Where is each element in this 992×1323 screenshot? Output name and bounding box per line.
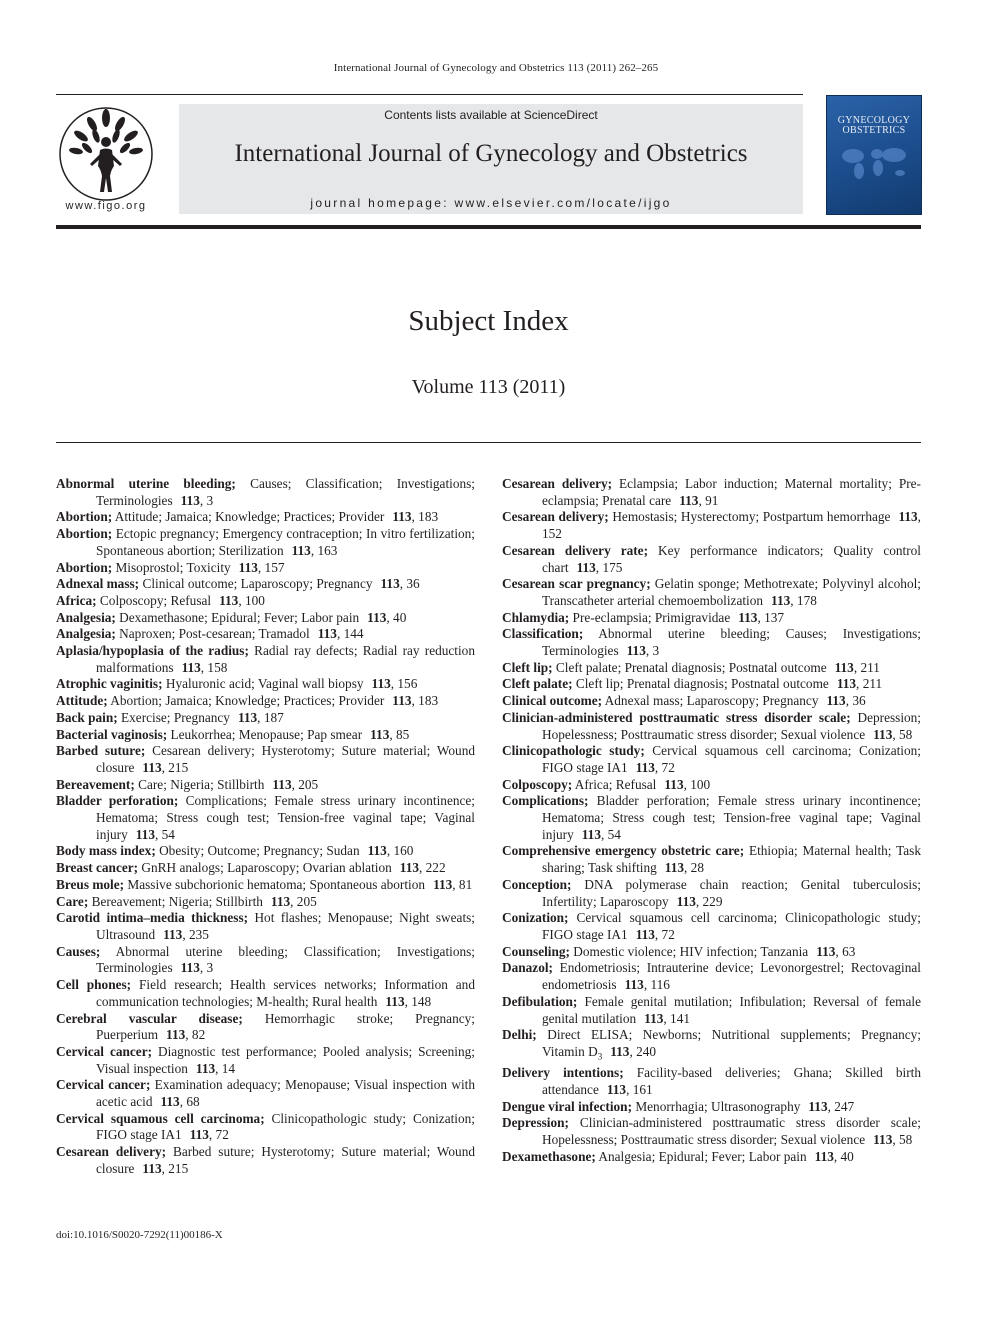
index-keywords: Abnormal uterine bleeding; Classification; Investigations; Terminologies <box>96 943 475 976</box>
index-keywords: Cesarean delivery; Hysterotomy; Suture material; Wound closure <box>96 743 475 775</box>
volume-line: Volume 113 (2011) <box>411 376 566 398</box>
index-page: , 148 <box>404 993 432 1009</box>
index-volume: 113 <box>834 659 854 675</box>
index-entry <box>56 560 475 577</box>
index-term: Comprehensive emergency obstetric care; <box>502 843 745 859</box>
index-keywords: Naproxen; Post-cesarean; Tramadol <box>115 626 310 642</box>
index-volume: 113 <box>399 860 419 876</box>
index-term: Cell phones; <box>56 977 132 993</box>
index-entry <box>502 960 921 993</box>
index-volume: 113 <box>180 960 200 976</box>
index-volume: 113 <box>664 860 685 876</box>
index-volume: 113 <box>898 509 918 525</box>
index-term: Cesarean delivery; <box>56 1144 167 1160</box>
index-page: , 235 <box>182 926 209 942</box>
index-entry <box>56 944 475 977</box>
index-page: , 58 <box>892 726 913 742</box>
index-volume: 113 <box>392 693 412 709</box>
index-keywords: Massive subchorionic hematoma; Spontaneous abortion <box>124 876 426 892</box>
index-term: Cervical cancer; <box>56 1043 153 1059</box>
index-entry <box>56 593 475 610</box>
index-volume: 113 <box>576 559 596 575</box>
index-term: Adnexal mass; <box>56 576 140 592</box>
index-volume: 113 <box>317 626 337 642</box>
index-page: , 144 <box>336 626 364 642</box>
index-column-left <box>56 476 475 1178</box>
index-keywords: Dexamethasone; Epidural; Fever; Labor pain <box>115 609 360 625</box>
index-page: , 215 <box>161 759 189 775</box>
index-entry <box>56 693 475 710</box>
index-page: , 85 <box>389 726 410 742</box>
index-term: Danazol; <box>502 960 553 976</box>
index-term: Clinicopathologic study; <box>502 743 645 759</box>
index-entry <box>56 743 475 776</box>
index-entry <box>502 1149 921 1166</box>
index-page: , 58 <box>892 1132 913 1148</box>
index-term: Cesarean delivery; <box>502 476 613 491</box>
index-term: Colposcopy; <box>502 776 573 792</box>
index-term: Body mass index; <box>56 843 156 859</box>
index-volume: 113 <box>873 726 893 742</box>
index-term: Africa; <box>56 592 97 608</box>
index-entry <box>502 509 921 542</box>
index-keywords: GnRH analogs; Laparoscopy; Ovarian ablation <box>138 860 392 876</box>
index-page: , 156 <box>390 676 418 692</box>
index-page: , 72 <box>208 1127 229 1143</box>
journal-homepage: journal homepage: www.elsevier.com/locate/ijgo <box>310 196 672 210</box>
index-page: , 68 <box>179 1094 200 1110</box>
index-keywords: Diagnostic test performance; Pooled analysis; Screening; Visual inspection <box>96 1043 475 1076</box>
index-subscript: 3 <box>597 1051 603 1062</box>
index-page: , 100 <box>683 776 711 792</box>
index-term: Barbed suture; <box>56 743 146 759</box>
index-volume: 113 <box>181 659 201 675</box>
index-page: , 82 <box>185 1027 206 1043</box>
index-volume: 113 <box>873 1132 893 1148</box>
index-page: , 141 <box>663 1010 690 1026</box>
index-keywords: Adnexal mass; Laparoscopy; Pregnancy <box>602 693 819 709</box>
index-entry <box>502 910 921 943</box>
index-keywords: Direct ELISA; Newborns; Nutritional supplements; Pregnancy; Vitamin D <box>536 1027 921 1059</box>
index-term: Conception; <box>502 876 572 892</box>
index-volume: 113 <box>180 492 200 508</box>
index-term: Delhi; <box>502 1027 537 1043</box>
index-page: , 183 <box>411 693 439 709</box>
index-entry <box>56 877 475 894</box>
index-entry <box>56 643 475 676</box>
figo-url: www.figo.org <box>65 200 147 212</box>
index-term: Care; <box>56 893 89 909</box>
index-volume: 113 <box>679 492 699 508</box>
index-page: , 247 <box>827 1098 855 1114</box>
index-entry <box>502 1099 921 1116</box>
index-page: , 229 <box>695 893 723 909</box>
index-page: , 100 <box>238 592 265 608</box>
index-entry <box>56 777 475 794</box>
index-entry <box>502 676 921 693</box>
index-term: Abortion; <box>56 509 113 525</box>
index-page: , 137 <box>757 609 785 625</box>
index-volume: 113 <box>270 893 291 909</box>
index-keywords: Ectopic pregnancy; Emergency contraception; In vitro fertilization; Spontaneous abortion; Sterilization <box>96 526 475 558</box>
index-page: , 54 <box>600 826 621 842</box>
index-volume: 113 <box>163 926 183 942</box>
index-term: Causes; <box>56 943 101 959</box>
index-entry <box>502 877 921 910</box>
index-term: Back pain; <box>56 709 118 725</box>
index-keywords: Cervical squamous cell carcinoma; Clinicopathologic study; FIGO stage IA1 <box>542 910 921 942</box>
index-entry <box>502 1027 921 1065</box>
index-page: , 54 <box>154 826 175 842</box>
index-page: , 36 <box>399 576 420 592</box>
index-keywords: Care; Nigeria; Stillbirth <box>134 776 265 792</box>
index-entry <box>56 476 475 509</box>
index-entry <box>502 710 921 743</box>
index-volume: 113 <box>606 1081 627 1097</box>
index-keywords: Attitude; Jamaica; Knowledge; Practices; Provider <box>112 509 385 525</box>
index-entry <box>56 1077 475 1110</box>
index-keywords: Radial ray defects; Radial ray reduction malformations <box>96 643 475 675</box>
index-page: , 211 <box>856 676 883 692</box>
index-keywords: Clinical outcome; Laparoscopy; Pregnancy <box>139 576 373 592</box>
index-volume: 113 <box>664 776 684 792</box>
index-keywords: Hot flashes; Menopause; Night sweats; Ultrasound <box>96 910 476 942</box>
index-entry <box>502 1065 921 1098</box>
index-term: Counseling; <box>502 943 570 959</box>
index-term: Cerebral vascular disease; <box>56 1010 243 1026</box>
index-entry <box>56 727 475 744</box>
index-entry <box>502 944 921 961</box>
index-entry <box>56 1111 475 1144</box>
index-term: Analgesia; <box>56 609 116 625</box>
index-page: , 40 <box>833 1148 854 1164</box>
index-entry <box>56 894 475 911</box>
index-column-right <box>502 476 921 1165</box>
index-entry <box>502 994 921 1027</box>
index-keywords: Barbed suture; Hysterotomy; Suture material; Wound closure <box>96 1144 475 1176</box>
journal-cover-thumbnail <box>826 95 922 215</box>
index-page: , 175 <box>595 559 623 575</box>
index-term: Delivery intentions; <box>502 1065 624 1081</box>
index-keywords: Clinician-administered posttraumatic stress disorder scale; Hopelessness; Posttraumatic stress disorder; Sexual violence <box>542 1115 921 1148</box>
index-keywords: Hemorrhagic stroke; Pregnancy; Puerperium <box>96 1010 475 1043</box>
masthead-thick-rule <box>56 225 921 229</box>
index-term: Depression; <box>502 1115 569 1131</box>
index-volume: 113 <box>836 676 857 692</box>
index-entry <box>56 676 475 693</box>
index-term: Bereavement; <box>56 776 135 792</box>
cover-title: GYNECOLOGY OBSTETRICS <box>837 115 911 136</box>
index-keywords: Hemostasis; Hysterectomy; Postpartum hemorrhage <box>608 509 891 525</box>
index-volume: 113 <box>135 826 155 842</box>
index-page: , 215 <box>161 1160 189 1176</box>
index-keywords: Cleft lip; Prenatal diagnosis; Postnatal outcome <box>572 676 829 692</box>
index-entry <box>502 543 921 576</box>
index-keywords: Facility-based deliveries; Ghana; Skilled birth attendance <box>542 1065 921 1097</box>
index-volume: 113 <box>644 1010 664 1026</box>
index-keywords: Africa; Refusal <box>572 776 657 792</box>
index-page: , 157 <box>257 559 285 575</box>
index-page: , 187 <box>257 709 284 725</box>
index-volume: 113 <box>385 993 405 1009</box>
index-volume: 113 <box>142 1160 162 1176</box>
index-volume: 113 <box>291 542 311 558</box>
index-keywords: Bereavement; Nigeria; Stillbirth <box>88 893 263 909</box>
index-page: , 63 <box>835 943 856 959</box>
index-page: , 81 <box>452 876 473 892</box>
index-page: , 116 <box>643 977 670 993</box>
index-page: , 152 <box>542 509 921 542</box>
index-entry <box>56 977 475 1010</box>
index-entry <box>56 610 475 627</box>
index-term: Cleft palate; <box>502 676 573 692</box>
index-keywords: Misoprostol; Toxicity <box>112 559 231 575</box>
index-entry <box>502 576 921 609</box>
index-term: Cervical cancer; <box>56 1077 151 1093</box>
index-volume: 113 <box>380 576 400 592</box>
index-volume: 113 <box>676 893 696 909</box>
index-term: Complications; <box>502 793 589 809</box>
index-page: , 178 <box>790 592 817 608</box>
index-term: Cesarean scar pregnancy; <box>502 576 651 592</box>
index-term: Conization; <box>502 910 569 926</box>
index-term: Abnormal uterine bleeding; <box>56 476 236 491</box>
index-keywords: Female genital mutilation; Infibulation; Reversal of female genital mutilation <box>542 993 921 1026</box>
index-term: Dexamethasone; <box>502 1148 596 1164</box>
index-keywords: Field research; Health services networks; Information and communication technologies; M-health; Rural health <box>96 977 475 1009</box>
index-term: Clinician-administered posttraumatic stress disorder scale; <box>502 709 851 725</box>
index-page: , 211 <box>853 659 880 675</box>
index-term: Defibulation; <box>502 993 578 1009</box>
index-term: Chlamydia; <box>502 609 570 625</box>
index-entry <box>56 860 475 877</box>
index-volume: 113 <box>814 1148 834 1164</box>
index-page: , 160 <box>386 843 414 859</box>
index-volume: 113 <box>219 592 239 608</box>
index-term: Cesarean delivery rate; <box>502 542 649 558</box>
index-keywords: Ethiopia; Maternal health; Task sharing; Task shifting <box>542 843 921 876</box>
index-page: , 163 <box>310 542 338 558</box>
index-volume: 113 <box>367 609 387 625</box>
index-keywords: Endometriosis; Intrauterine device; Levonorgestrel; Rectovaginal endometriosis <box>542 960 921 993</box>
index-volume: 113 <box>367 843 387 859</box>
index-keywords: Bladder perforation; Female stress urinary incontinence; Hematoma; Stress cough test; Tension-free vaginal tape; Vaginal injury <box>542 793 921 842</box>
index-entry <box>56 793 475 843</box>
index-page: , 240 <box>629 1043 657 1059</box>
index-entry <box>56 910 475 943</box>
contents-available-line: Contents lists available at ScienceDirect <box>384 108 598 122</box>
index-term: Cervical squamous cell carcinoma; <box>56 1110 265 1126</box>
index-keywords: Depression; Hopelessness; Posttraumatic stress disorder; Sexual violence <box>542 709 922 742</box>
index-keywords: Analgesia; Epidural; Fever; Labor pain <box>595 1148 807 1164</box>
index-keywords: Obesity; Outcome; Pregnancy; Sudan <box>155 843 360 859</box>
index-page: , 3 <box>645 643 660 659</box>
index-volume: 113 <box>160 1094 180 1110</box>
world-map-icon <box>837 142 911 180</box>
index-page: , 161 <box>626 1081 653 1097</box>
index-page: , 205 <box>290 893 317 909</box>
index-entry <box>56 843 475 860</box>
index-keywords: Pre-eclampsia; Primigravidae <box>569 609 731 625</box>
index-volume: 113 <box>738 609 758 625</box>
index-term: Abortion; <box>56 526 113 542</box>
index-entry <box>502 777 921 794</box>
index-keywords: Domestic violence; HIV infection; Tanzania <box>569 943 809 959</box>
index-volume: 113 <box>272 776 292 792</box>
index-volume: 113 <box>635 759 655 775</box>
index-keywords: Causes; Classification; Investigations; Terminologies <box>96 476 475 508</box>
index-page: , 72 <box>654 759 675 775</box>
index-entry <box>502 610 921 627</box>
index-keywords: Examination adequacy; Menopause; Visual inspection with acetic acid <box>96 1077 475 1110</box>
index-volume: 113 <box>816 943 836 959</box>
index-page: , 205 <box>291 776 319 792</box>
index-volume: 113 <box>626 643 646 659</box>
index-term: Bladder perforation; <box>56 793 179 809</box>
index-entry <box>502 626 921 659</box>
index-keywords: Colposcopy; Refusal <box>96 592 212 608</box>
index-entry <box>502 793 921 843</box>
index-keywords: Menorrhagia; Ultrasonography <box>632 1098 801 1114</box>
index-entry <box>502 693 921 710</box>
index-volume: 113 <box>433 876 453 892</box>
index-volume: 113 <box>635 926 655 942</box>
index-term: Atrophic vaginitis; <box>56 676 163 692</box>
index-term: Cesarean delivery; <box>502 509 609 525</box>
index-volume: 113 <box>195 1060 216 1076</box>
index-entry <box>56 1044 475 1077</box>
index-page: , 36 <box>845 693 866 709</box>
index-keywords: Leukorrhea; Menopause; Pap smear <box>167 726 363 742</box>
index-page: , 28 <box>684 860 704 876</box>
index-volume: 113 <box>142 759 162 775</box>
index-volume: 113 <box>624 977 644 993</box>
index-volume: 113 <box>237 709 258 725</box>
journal-title: International Journal of Gynecology and Obstetrics <box>234 140 748 167</box>
masthead-top-rule <box>56 94 803 95</box>
index-entry <box>56 509 475 526</box>
index-volume: 113 <box>392 509 412 525</box>
index-page: , 72 <box>654 926 675 942</box>
index-entry <box>502 1115 921 1148</box>
index-entry <box>502 743 921 776</box>
index-keywords: Exercise; Pregnancy <box>117 709 230 725</box>
index-term: Breus mole; <box>56 876 125 892</box>
index-volume: 113 <box>610 1043 630 1059</box>
section-rule <box>56 442 921 443</box>
index-entry <box>502 476 921 509</box>
index-term: Abortion; <box>56 559 113 575</box>
index-keywords: Abnormal uterine bleeding; Causes; Investigations; Terminologies <box>542 626 921 659</box>
index-entry <box>56 1011 475 1044</box>
index-term: Classification; <box>502 626 584 642</box>
index-term: Bacterial vaginosis; <box>56 726 168 742</box>
index-entry <box>56 710 475 727</box>
index-volume: 113 <box>771 592 791 608</box>
index-keywords: Abortion; Jamaica; Knowledge; Practices; Provider <box>107 693 385 709</box>
index-keywords: Clinicopathologic study; Conization; FIGO stage IA1 <box>96 1110 475 1143</box>
index-term: Breast cancer; <box>56 860 139 876</box>
index-page: , 158 <box>200 659 228 675</box>
index-volume: 113 <box>826 693 846 709</box>
page-title: Subject Index <box>408 305 569 337</box>
index-keywords: Cervical squamous cell carcinoma; Conization; FIGO stage IA1 <box>542 743 921 775</box>
index-entry <box>56 526 475 559</box>
index-page: , 183 <box>411 509 439 525</box>
index-term: Clinical outcome; <box>502 693 603 709</box>
index-page: , 3 <box>199 492 214 508</box>
index-keywords: DNA polymerase chain reaction; Genital tuberculosis; Infertility; Laparoscopy <box>542 876 921 909</box>
index-term: Analgesia; <box>56 626 116 642</box>
index-keywords: Key performance indicators; Quality control chart <box>542 542 921 575</box>
index-volume: 113 <box>238 559 258 575</box>
index-page: , 3 <box>199 960 214 976</box>
journal-banner <box>179 104 803 214</box>
index-volume: 113 <box>808 1098 828 1114</box>
index-keywords: Eclampsia; Labor induction; Maternal mortality; Pre-eclampsia; Prenatal care <box>542 476 921 508</box>
index-keywords: Complications; Female stress urinary incontinence; Hematoma; Stress cough test; Tension-free vaginal tape; Vaginal injury <box>96 793 475 842</box>
index-volume: 113 <box>371 676 391 692</box>
index-page: , 40 <box>386 609 407 625</box>
index-page: , 222 <box>419 860 446 876</box>
index-page: , 14 <box>215 1060 236 1076</box>
doi: doi:10.1016/S0020-7292(11)00186-X <box>56 1229 223 1241</box>
index-keywords: Gelatin sponge; Methotrexate; Polyvinyl alcohol; Transcatheter arterial chemoembolization <box>542 576 921 608</box>
index-keywords: Cleft palate; Prenatal diagnosis; Postnatal outcome <box>552 659 827 675</box>
index-entry <box>56 576 475 593</box>
index-term: Carotid intima–media thickness; <box>56 910 249 926</box>
index-volume: 113 <box>370 726 390 742</box>
index-term: Aplasia/hypoplasia of the radius; <box>56 643 249 659</box>
index-entry <box>56 626 475 643</box>
index-page: , 91 <box>698 492 719 508</box>
running-head: International Journal of Gynecology and Obstetrics 113 (2011) 262–265 <box>333 62 659 74</box>
index-entry <box>502 843 921 876</box>
index-entry <box>56 1144 475 1177</box>
index-volume: 113 <box>189 1127 209 1143</box>
index-keywords: Hyaluronic acid; Vaginal wall biopsy <box>162 676 364 692</box>
index-volume: 113 <box>166 1027 186 1043</box>
index-term: Cleft lip; <box>502 659 553 675</box>
index-term: Dengue viral infection; <box>502 1098 632 1114</box>
index-volume: 113 <box>581 826 601 842</box>
index-entry <box>502 660 921 677</box>
index-term: Attitude; <box>56 693 108 709</box>
